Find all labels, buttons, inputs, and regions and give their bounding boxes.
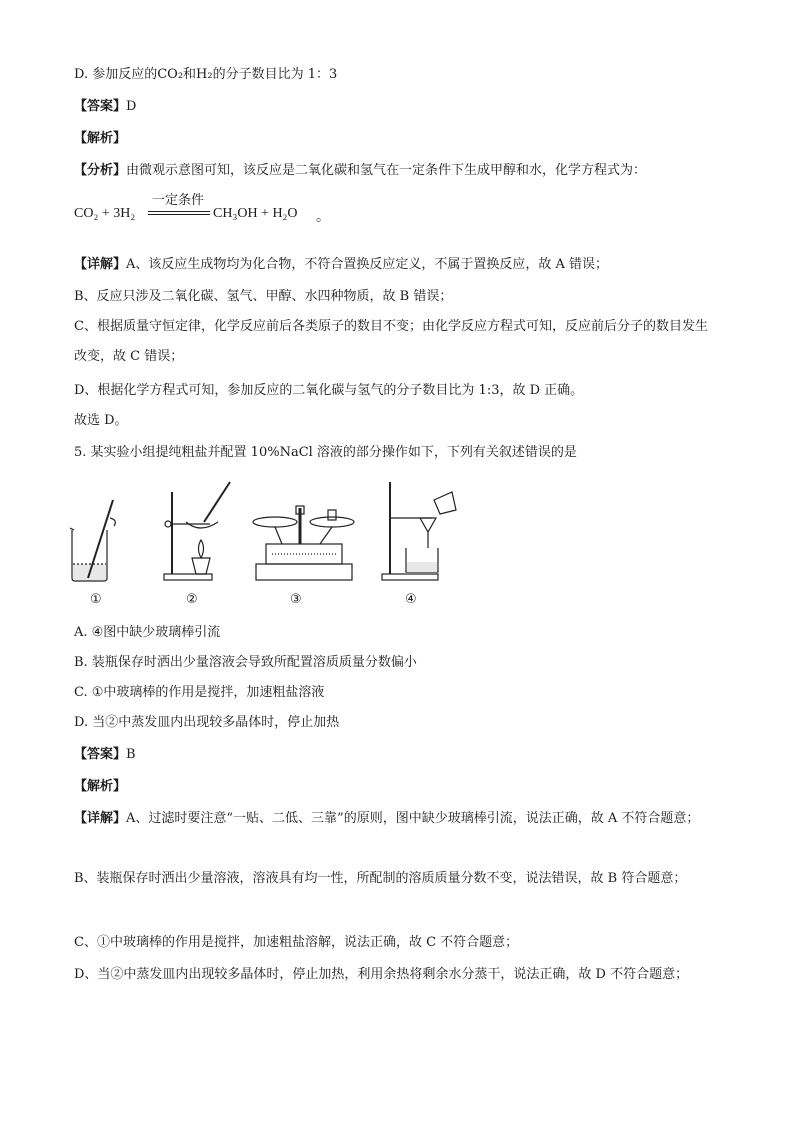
q5-detail-d: D、当②中蒸发皿内出现较多晶体时，停止加热，利用余热将剩余水分蒸干，说法正确，故 D 不符合题意；	[74, 967, 689, 982]
q4-conclusion: 故选 D。	[74, 413, 128, 428]
answer-value: B	[126, 747, 136, 762]
q4-detail-b: B、反应只涉及二氧化碳、氢气、甲醇、水四种物质，故 B 错误；	[74, 289, 453, 304]
equation-end: 。	[316, 210, 330, 225]
q4-fenxi	[74, 162, 646, 180]
q5-option-d: D. 当②中蒸发皿内出现较多晶体时，停止加热	[74, 715, 340, 730]
equation-condition: 一定条件	[152, 193, 205, 208]
beaker-stirring-figure	[70, 500, 115, 581]
q5-answer	[74, 746, 136, 764]
q5-option-c: C. ①中玻璃棒的作用是搅拌，加速粗盐溶液	[74, 685, 325, 700]
q5-detail-b: B、装瓶保存时洒出少量溶液，溶液具有均一性，所配制的溶质质量分数不变，说法错误，故 B 符合题意；	[74, 871, 687, 886]
equation-right: CH₃OH + H₂O	[213, 206, 298, 221]
fig-label-3: ③	[290, 592, 302, 607]
answer-value: D	[126, 99, 137, 114]
q5-detail-c: C、①中玻璃棒的作用是搅拌，加速粗盐溶解，说法正确，故 C 不符合题意；	[74, 935, 519, 950]
q5-option-a: A. ④图中缺少玻璃棒引流	[74, 625, 221, 640]
filtration-figure	[382, 482, 456, 580]
fig-label-1: ①	[90, 592, 102, 607]
q5-stem: 5. 某实验小组提纯粗盐并配置 10%NaCl 溶液的部分操作如下，下列有关叙述错误的是	[74, 445, 577, 460]
fig-label-2: ②	[186, 592, 198, 607]
q4-detail-d: D、根据化学方程式可知，参加反应的二氧化碳与氢气的分子数目比为 1:3，故 D 正确。	[74, 383, 584, 398]
q4-analysis-tag: 【解析】	[74, 131, 127, 146]
q5-analysis-tag: 【解析】	[74, 779, 127, 794]
q4-detail-c: C、根据质量守恒定律，化学反应前后各类原子的数目不变；由化学反应方程式可知，反应前后分子的数目发生改变，故 C 错误；	[74, 319, 708, 364]
answer-tag: 【答案】	[74, 747, 127, 762]
fig-label-4: ④	[405, 592, 417, 607]
q5-option-b: B. 装瓶保存时洒出少量溶液会导致所配置溶质质量分数偏小	[74, 655, 417, 670]
fenxi-tag: 【分析】	[74, 163, 127, 178]
balance-figure	[253, 506, 354, 580]
q5-detail-a	[74, 804, 720, 834]
equation-bar-bottom	[148, 214, 210, 215]
answer-tag: 【答案】	[74, 99, 127, 114]
equation-bar-top	[148, 211, 210, 212]
evaporation-figure	[164, 482, 230, 580]
fenxi-text: 由微观示意图可知，该反应是二氧化碳和氢气在一定条件下生成甲醇和水，化学方程式为：	[126, 163, 647, 178]
detail-a-text: A、该反应生成物均为化合物，不符合置换反应定义，不属于置换反应，故 A 错误；	[126, 257, 609, 272]
q4-answer	[74, 98, 136, 116]
q4-option-d: D. 参加反应的CO₂和H₂的分子数目比为 1：3	[74, 67, 338, 82]
detail-tag: 【详解】	[74, 811, 127, 826]
q4-detail-a	[74, 256, 608, 274]
detail-tag: 【详解】	[74, 257, 127, 272]
equation-left: CO₂ + 3H₂	[74, 206, 136, 221]
lab-figures	[60, 478, 460, 608]
detail-a-text: A、过滤时要注意“一贴、二低、三靠”的原则，图中缺少玻璃棒引流，说法正确，故 A 不符合题意；	[126, 811, 700, 826]
